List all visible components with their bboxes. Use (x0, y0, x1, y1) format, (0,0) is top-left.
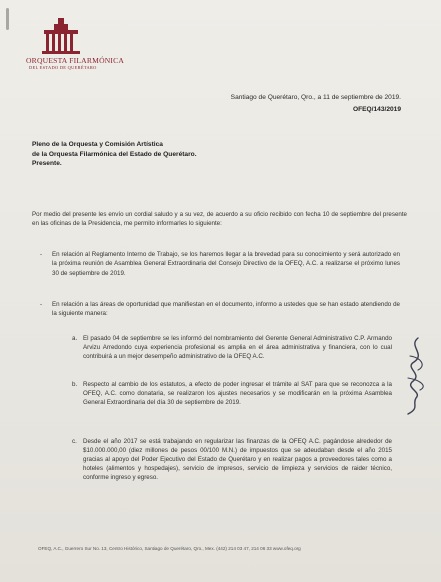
list-text: Respecto al cambio de los estatutos, a efecto de poder ingresar el trámite al SAT para que se reconozca a la OFEQ, A.C. como donataria, se realizaron los ajustes necesarios y se modificarán en la próxima Asamblea General Extraordinaria del día 30 de septiembre de 2019. (83, 381, 392, 407)
orchestra-logo (26, 18, 136, 70)
list-marker: c. (72, 438, 77, 445)
bullet-text: En relación al Reglamento Interno de Trabajo, se los haremos llegar a la brevedad para su conocimiento y será autorizado en la próxima reunión de Asamblea General Extraordinaria del Consejo Directivo de la OFEQ, A.C. a realizarse el próximo lunes 30 de septiembre de 2019. (52, 251, 400, 277)
theater-building-icon (40, 18, 82, 54)
list-item (72, 334, 392, 361)
footer-address: OFEQ, A.C., Guerrero Sur No. 13, Centro Histórico, Santiago de Querétaro, Qro., Mex. (442) 214 03 47, 214 06 33 www.ofeq.org (38, 546, 301, 551)
recipient-block (32, 140, 197, 169)
bullet-marker: - (40, 251, 43, 258)
bullet-text: En relación a las áreas de oportunidad que manifiestan en el documento, informo a ustedes que se han estado atendiendo de la siguiente manera: (52, 301, 400, 318)
reference-number: OFEQ/143/2019 (352, 106, 401, 113)
list-marker: a. (72, 335, 78, 342)
bullet-item (40, 250, 400, 278)
recipient-line: Pleno de la Orquesta y Comisión Artística (32, 141, 163, 148)
list-item (72, 437, 392, 482)
staple-mark (6, 8, 9, 30)
bullet-marker: - (40, 301, 43, 308)
list-text: Desde el año 2017 se está trabajando en regularizar las finanzas de la OFEQ A.C. pagándose alrededor de $10.000.000,00 (diez millones de pesos 00/100 M.N.) de impuestos que se adeudaban desde el año 2015 gracias al apoyo del Poder Ejecutivo del Estado de Querétaro y en realizar pagos a proveedores tales como a hoteles (alimentos y hospedajes), servicio de impresos, servicio de limpieza y servicios de raider técnico, conforme ingreso y egreso. (83, 438, 392, 482)
org-name: ORQUESTA FILARMÓNICA (26, 56, 125, 65)
handwritten-signature (400, 336, 434, 416)
recipient-line: Presente. (32, 160, 62, 168)
list-text: El pasado 04 de septiembre se les informó del nombramiento del Gerente General Administrativo C.P. Armando Arvizu Arredondo cuya experiencia profesional es amplia en el área administrativa y financiera, con lo cual contribuirá a un mejor desempeño administrativo de la OFEQ A.C. (83, 335, 392, 361)
date-line: Santiago de Querétaro, Qro., a 11 de septiembre de 2019. (230, 94, 401, 101)
bullet-item (40, 300, 400, 319)
recipient-line: de la Orquesta Filarmónica del Estado de Querétaro. (32, 150, 197, 158)
list-marker: b. (72, 381, 78, 388)
list-item (72, 380, 392, 407)
org-subtitle: DEL ESTADO DE QUERÉTARO (29, 65, 97, 70)
intro-paragraph: Por medio del presente les envío un cordial saludo y a su vez, de acuerdo a su oficio recibido con fecha 10 de septiembre del presente en las oficinas de la Presidencia, me permito informarles lo siguiente: (32, 211, 407, 228)
